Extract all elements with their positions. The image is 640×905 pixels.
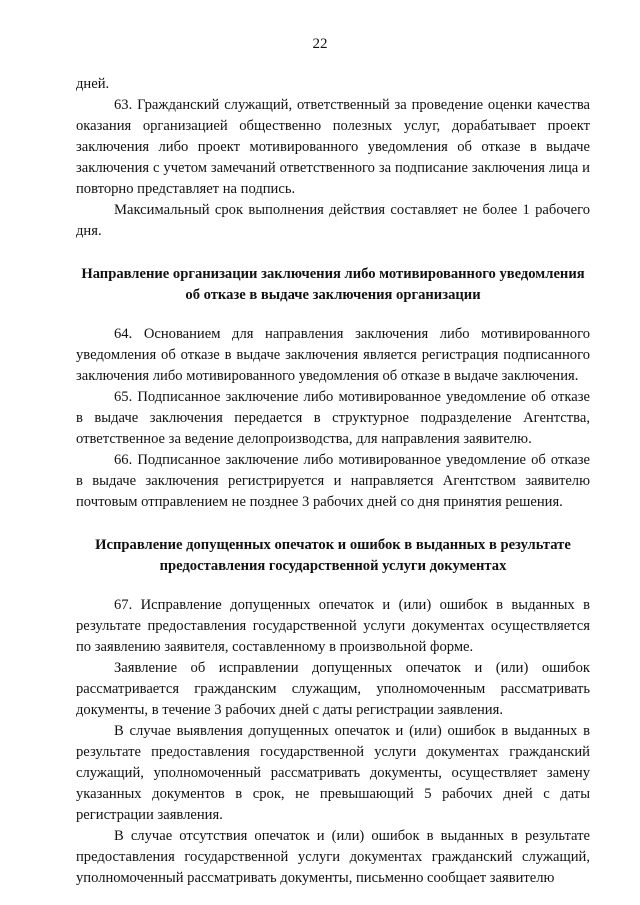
document-body	[76, 74, 590, 889]
paragraph-65: 65. Подписанное заключение либо мотивированное уведомление об отказе в выдаче заключения передается в структурное подразделение Агентства, ответственное за ведение делопроизводства, для направления заявителю.	[76, 389, 590, 447]
paragraph-66: 66. Подписанное заключение либо мотивированное уведомление об отказе в выдаче заключения регистрируется и направляется Агентством заявителю почтовым отправлением не позднее 3 рабочих дней со дня принятия решения.	[76, 452, 590, 510]
page-number: 22	[312, 36, 328, 52]
paragraph-67-errors-found: В случае выявления допущенных опечаток и (или) ошибок в выданных в результате предоставления государственной услуги документах гражданский служащий, уполномоченный рассматривать документы, осуществляет замену указанных документов в срок, не превышающий 5 рабочих дней с даты регистрации заявления.	[76, 723, 590, 823]
paragraph-continuation: дней.	[76, 76, 110, 92]
section-heading-sending: Направление организации заключения либо мотивированного уведомления об отказе в выдаче заключения организации	[81, 266, 585, 303]
spacer	[76, 306, 590, 324]
section-heading-corrections: Исправление допущенных опечаток и ошибок в выданных в результате предоставления государственной услуги документах	[95, 537, 571, 574]
spacer	[76, 513, 590, 535]
paragraph-67-statement: Заявление об исправлении допущенных опечаток и (или) ошибок рассматривается гражданским служащим, уполномоченным рассматривать документы, в течение 3 рабочих дней с даты регистрации заявления.	[76, 660, 590, 718]
spacer	[76, 242, 590, 264]
paragraph-67-errors-absent: В случае отсутствия опечаток и (или) ошибок в выданных в результате предоставления государственной услуги документах гражданский служащий, уполномоченный рассматривать документы, письменно сообщает заявителю	[76, 828, 590, 886]
paragraph-64: 64. Основанием для направления заключения либо мотивированного уведомления об отказе в выдаче заключения является регистрация подписанного заключения либо мотивированного уведомления об отказе в выдаче заключения.	[76, 326, 590, 384]
paragraph-63: 63. Гражданский служащий, ответственный за проведение оценки качества оказания организацией общественно полезных услуг, дорабатывает проект заключения либо проект мотивированного уведомления об отказе в выдаче заключения с учетом замечаний ответственного за подписание заключения лица и повторно представляет на подпись.	[76, 97, 590, 197]
spacer	[76, 577, 590, 595]
paragraph-67: 67. Исправление допущенных опечаток и (или) ошибок в выданных в результате предоставления государственной услуги документах осуществляется по заявлению заявителя, составленному в произвольной форме.	[76, 597, 590, 655]
paragraph-63-term: Максимальный срок выполнения действия составляет не более 1 рабочего дня.	[76, 202, 590, 239]
